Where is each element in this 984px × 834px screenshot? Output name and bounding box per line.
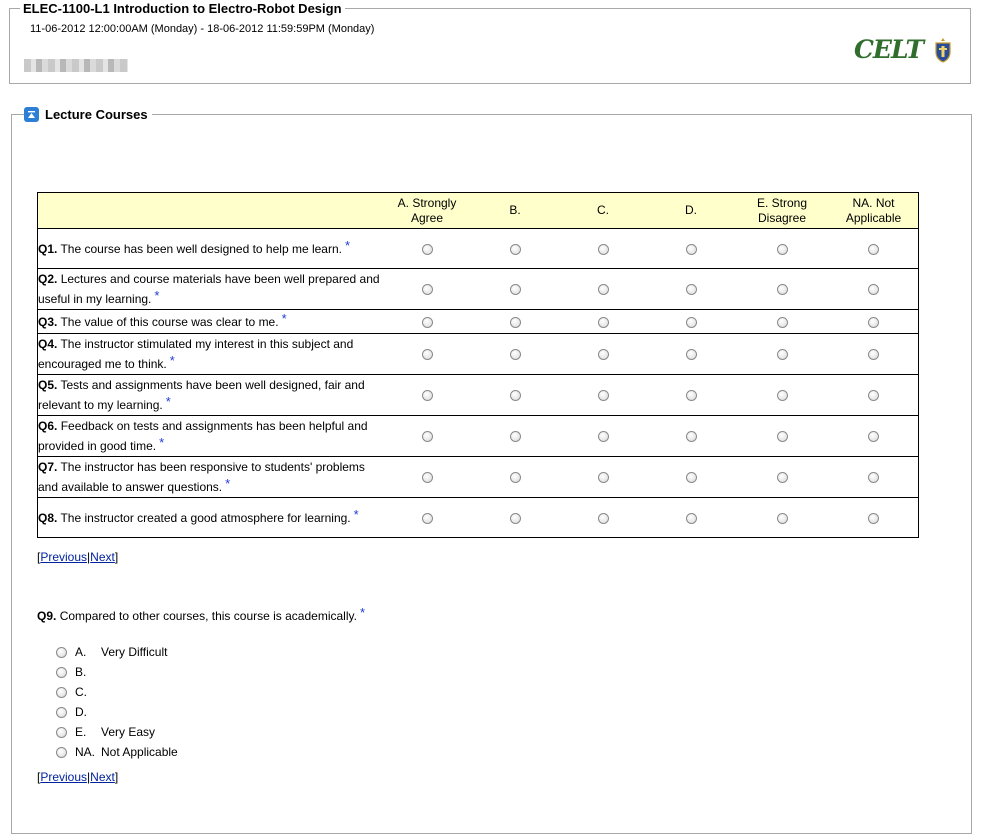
q9-option-letter: E. bbox=[75, 725, 87, 739]
option-cell bbox=[559, 457, 647, 498]
celt-logo: CELT bbox=[854, 35, 924, 64]
option-cell bbox=[829, 334, 919, 375]
required-mark: * bbox=[165, 394, 171, 409]
radio-q1-opt3[interactable] bbox=[598, 244, 609, 255]
option-cell bbox=[559, 416, 647, 457]
question-text: The course has been well designed to help me learn. bbox=[60, 241, 342, 256]
option-cell bbox=[647, 269, 735, 310]
question-text: Lectures and course materials have been well prepared and useful in my learning. bbox=[38, 272, 380, 306]
option-cell bbox=[383, 416, 471, 457]
option-cell bbox=[383, 269, 471, 310]
pager-top: [Previous|Next] bbox=[37, 550, 119, 564]
question-text: Feedback on tests and assignments has been helpful and provided in good time. bbox=[38, 419, 368, 453]
next-link[interactable]: Next bbox=[90, 550, 115, 564]
radio-q8-opt6[interactable] bbox=[868, 513, 879, 524]
previous-link-bottom[interactable]: Previous bbox=[40, 770, 88, 784]
matrix-row-q8 bbox=[38, 498, 919, 538]
required-mark: * bbox=[359, 605, 365, 620]
q9-radio-1[interactable] bbox=[56, 647, 67, 658]
option-cell bbox=[383, 498, 471, 538]
question-text-cell bbox=[38, 457, 384, 498]
matrix-header-na: NA. Not Applicable bbox=[829, 193, 919, 229]
matrix-header-a: A. Strongly Agree bbox=[383, 193, 471, 229]
radio-q6-opt2[interactable] bbox=[510, 431, 521, 442]
question-text-cell bbox=[38, 498, 384, 538]
radio-q4-opt6[interactable] bbox=[868, 349, 879, 360]
matrix-header-e: E. Strong Disagree bbox=[735, 193, 829, 229]
option-cell bbox=[471, 375, 559, 416]
question-text-cell bbox=[38, 229, 384, 269]
radio-q3-opt2[interactable] bbox=[510, 317, 521, 328]
radio-q1-opt6[interactable] bbox=[868, 244, 879, 255]
q9-option bbox=[56, 742, 178, 762]
option-cell bbox=[829, 310, 919, 334]
radio-q3-opt5[interactable] bbox=[777, 317, 788, 328]
matrix-row-q1 bbox=[38, 229, 919, 269]
required-mark: * bbox=[154, 288, 160, 303]
matrix-row-q4 bbox=[38, 334, 919, 375]
radio-q4-opt4[interactable] bbox=[686, 349, 697, 360]
question-text: Tests and assignments have been well designed, fair and relevant to my learning. bbox=[38, 378, 365, 412]
q9-radio-6[interactable] bbox=[56, 747, 67, 758]
question-label: Q6. bbox=[38, 419, 58, 433]
q9-option-text: Not Applicable bbox=[101, 745, 178, 759]
question-label: Q8. bbox=[38, 510, 58, 525]
q9-option-letter: B. bbox=[75, 665, 87, 679]
option-cell bbox=[735, 269, 829, 310]
question-text-cell bbox=[38, 334, 384, 375]
option-cell bbox=[383, 457, 471, 498]
radio-q3-opt1[interactable] bbox=[422, 317, 433, 328]
question-text-cell bbox=[38, 416, 384, 457]
q9-options bbox=[56, 642, 178, 762]
option-cell bbox=[471, 457, 559, 498]
option-cell bbox=[471, 310, 559, 334]
option-cell bbox=[471, 498, 559, 538]
q9-text: Compared to other courses, this course is academically. bbox=[59, 609, 357, 623]
option-cell bbox=[647, 334, 735, 375]
matrix-header-question bbox=[38, 193, 384, 229]
required-mark: * bbox=[225, 476, 231, 491]
option-cell bbox=[559, 375, 647, 416]
option-cell bbox=[471, 416, 559, 457]
radio-q6-opt4[interactable] bbox=[686, 431, 697, 442]
option-cell bbox=[829, 229, 919, 269]
option-cell bbox=[559, 229, 647, 269]
q9-option-text: Very Difficult bbox=[101, 645, 168, 659]
q9-radio-2[interactable] bbox=[56, 667, 67, 678]
q9-option-letter: D. bbox=[75, 705, 87, 719]
radio-q5-opt3[interactable] bbox=[598, 390, 609, 401]
option-cell bbox=[735, 457, 829, 498]
radio-q4-opt5[interactable] bbox=[777, 349, 788, 360]
radio-q2-opt5[interactable] bbox=[777, 284, 788, 295]
radio-q5-opt4[interactable] bbox=[686, 390, 697, 401]
question-label: Q3. bbox=[38, 314, 58, 329]
q9-radio-5[interactable] bbox=[56, 727, 67, 738]
likert-matrix bbox=[37, 192, 919, 538]
required-mark: * bbox=[344, 237, 351, 253]
section-legend bbox=[24, 107, 152, 122]
option-cell bbox=[383, 310, 471, 334]
option-cell bbox=[647, 416, 735, 457]
course-header-panel bbox=[9, 8, 971, 84]
radio-q7-opt1[interactable] bbox=[422, 472, 433, 483]
radio-q5-opt1[interactable] bbox=[422, 390, 433, 401]
radio-q6-opt3[interactable] bbox=[598, 431, 609, 442]
question-label: Q1. bbox=[38, 241, 58, 256]
radio-q4-opt1[interactable] bbox=[422, 349, 433, 360]
matrix-row-q6 bbox=[38, 416, 919, 457]
option-cell bbox=[735, 229, 829, 269]
radio-q7-opt4[interactable] bbox=[686, 472, 697, 483]
question-label: Q7. bbox=[38, 460, 58, 474]
option-cell bbox=[383, 229, 471, 269]
option-cell bbox=[383, 334, 471, 375]
matrix-header-b: B. bbox=[471, 193, 559, 229]
option-cell bbox=[647, 310, 735, 334]
radio-q2-opt3[interactable] bbox=[598, 284, 609, 295]
survey-dates: 11-06-2012 12:00:00AM (Monday) - 18-06-2012 11:59:59PM (Monday) bbox=[30, 23, 375, 35]
required-mark: * bbox=[169, 353, 175, 368]
radio-q1-opt2[interactable] bbox=[510, 244, 521, 255]
q9-option bbox=[56, 642, 178, 662]
q9-label: Q9. bbox=[37, 609, 57, 623]
radio-q8-opt2[interactable] bbox=[510, 513, 521, 524]
q9-radio-3[interactable] bbox=[56, 687, 67, 698]
previous-link[interactable]: Previous bbox=[40, 550, 88, 564]
question-text-cell bbox=[38, 310, 384, 334]
q9-question bbox=[37, 605, 365, 623]
required-mark: * bbox=[159, 435, 165, 450]
radio-q7-opt6[interactable] bbox=[868, 472, 879, 483]
q9-option-letter: C. bbox=[75, 685, 87, 699]
matrix-header-row bbox=[38, 193, 919, 229]
collapse-section-icon[interactable] bbox=[24, 107, 39, 122]
matrix-header-d: D. bbox=[647, 193, 735, 229]
next-link-bottom[interactable]: Next bbox=[90, 770, 115, 784]
radio-q6-opt5[interactable] bbox=[777, 431, 788, 442]
question-text: The value of this course was clear to me. bbox=[60, 314, 279, 329]
university-crest-icon bbox=[934, 37, 952, 63]
option-cell bbox=[471, 229, 559, 269]
option-cell bbox=[647, 229, 735, 269]
blurred-username bbox=[24, 59, 128, 72]
question-label: Q2. bbox=[38, 272, 58, 286]
option-cell bbox=[471, 334, 559, 375]
q9-option-letter: NA. bbox=[75, 745, 96, 759]
radio-q1-opt5[interactable] bbox=[777, 244, 788, 255]
radio-q3-opt6[interactable] bbox=[868, 317, 879, 328]
option-cell bbox=[735, 375, 829, 416]
matrix-row-q3 bbox=[38, 310, 919, 334]
question-label: Q4. bbox=[38, 337, 58, 351]
radio-q4-opt2[interactable] bbox=[510, 349, 521, 360]
q9-radio-4[interactable] bbox=[56, 707, 67, 718]
radio-q5-opt2[interactable] bbox=[510, 390, 521, 401]
matrix-header-c: C. bbox=[559, 193, 647, 229]
option-cell bbox=[735, 498, 829, 538]
radio-q3-opt3[interactable] bbox=[598, 317, 609, 328]
radio-q6-opt6[interactable] bbox=[868, 431, 879, 442]
required-mark: * bbox=[281, 310, 287, 326]
q9-option bbox=[56, 722, 178, 742]
radio-q8-opt1[interactable] bbox=[422, 513, 433, 524]
option-cell bbox=[735, 310, 829, 334]
option-cell bbox=[647, 375, 735, 416]
q9-option bbox=[56, 662, 178, 682]
radio-q2-opt1[interactable] bbox=[422, 284, 433, 295]
radio-q7-opt3[interactable] bbox=[598, 472, 609, 483]
radio-q5-opt6[interactable] bbox=[868, 390, 879, 401]
option-cell bbox=[471, 269, 559, 310]
option-cell bbox=[559, 269, 647, 310]
q9-option-text: Very Easy bbox=[101, 725, 156, 739]
option-cell bbox=[647, 498, 735, 538]
q9-option-letter: A. bbox=[75, 645, 87, 659]
question-label: Q5. bbox=[38, 378, 58, 392]
radio-q7-opt2[interactable] bbox=[510, 472, 521, 483]
q9-option bbox=[56, 682, 178, 702]
question-text-cell bbox=[38, 375, 384, 416]
radio-q8-opt5[interactable] bbox=[777, 513, 788, 524]
section-title: Lecture Courses bbox=[45, 107, 148, 122]
radio-q1-opt1[interactable] bbox=[422, 244, 433, 255]
option-cell bbox=[559, 310, 647, 334]
required-mark: * bbox=[353, 506, 359, 522]
radio-q8-opt3[interactable] bbox=[598, 513, 609, 524]
matrix-row-q2 bbox=[38, 269, 919, 310]
radio-q3-opt4[interactable] bbox=[686, 317, 697, 328]
pager-bottom: [Previous|Next] bbox=[37, 770, 119, 784]
radio-q4-opt3[interactable] bbox=[598, 349, 609, 360]
option-cell bbox=[829, 269, 919, 310]
option-cell bbox=[559, 334, 647, 375]
question-text: The instructor created a good atmosphere for learning. bbox=[60, 510, 351, 525]
question-text: The instructor stimulated my interest in this subject and encouraged me to think. bbox=[38, 337, 354, 371]
q9-option bbox=[56, 702, 178, 722]
radio-q8-opt4[interactable] bbox=[686, 513, 697, 524]
option-cell bbox=[829, 498, 919, 538]
radio-q5-opt5[interactable] bbox=[777, 390, 788, 401]
option-cell bbox=[829, 375, 919, 416]
matrix-row-q5 bbox=[38, 375, 919, 416]
radio-q2-opt6[interactable] bbox=[868, 284, 879, 295]
option-cell bbox=[647, 457, 735, 498]
option-cell bbox=[735, 334, 829, 375]
option-cell bbox=[383, 375, 471, 416]
option-cell bbox=[829, 457, 919, 498]
radio-q7-opt5[interactable] bbox=[777, 472, 788, 483]
course-title: ELEC-1100-L1 Introduction to Electro-Robot Design bbox=[20, 1, 345, 16]
matrix-row-q7 bbox=[38, 457, 919, 498]
radio-q2-opt2[interactable] bbox=[510, 284, 521, 295]
radio-q1-opt4[interactable] bbox=[686, 244, 697, 255]
question-text: The instructor has been responsive to students' problems and available to answer questions. bbox=[38, 460, 365, 494]
option-cell bbox=[735, 416, 829, 457]
question-text-cell bbox=[38, 269, 384, 310]
radio-q2-opt4[interactable] bbox=[686, 284, 697, 295]
option-cell bbox=[559, 498, 647, 538]
option-cell bbox=[829, 416, 919, 457]
radio-q6-opt1[interactable] bbox=[422, 431, 433, 442]
